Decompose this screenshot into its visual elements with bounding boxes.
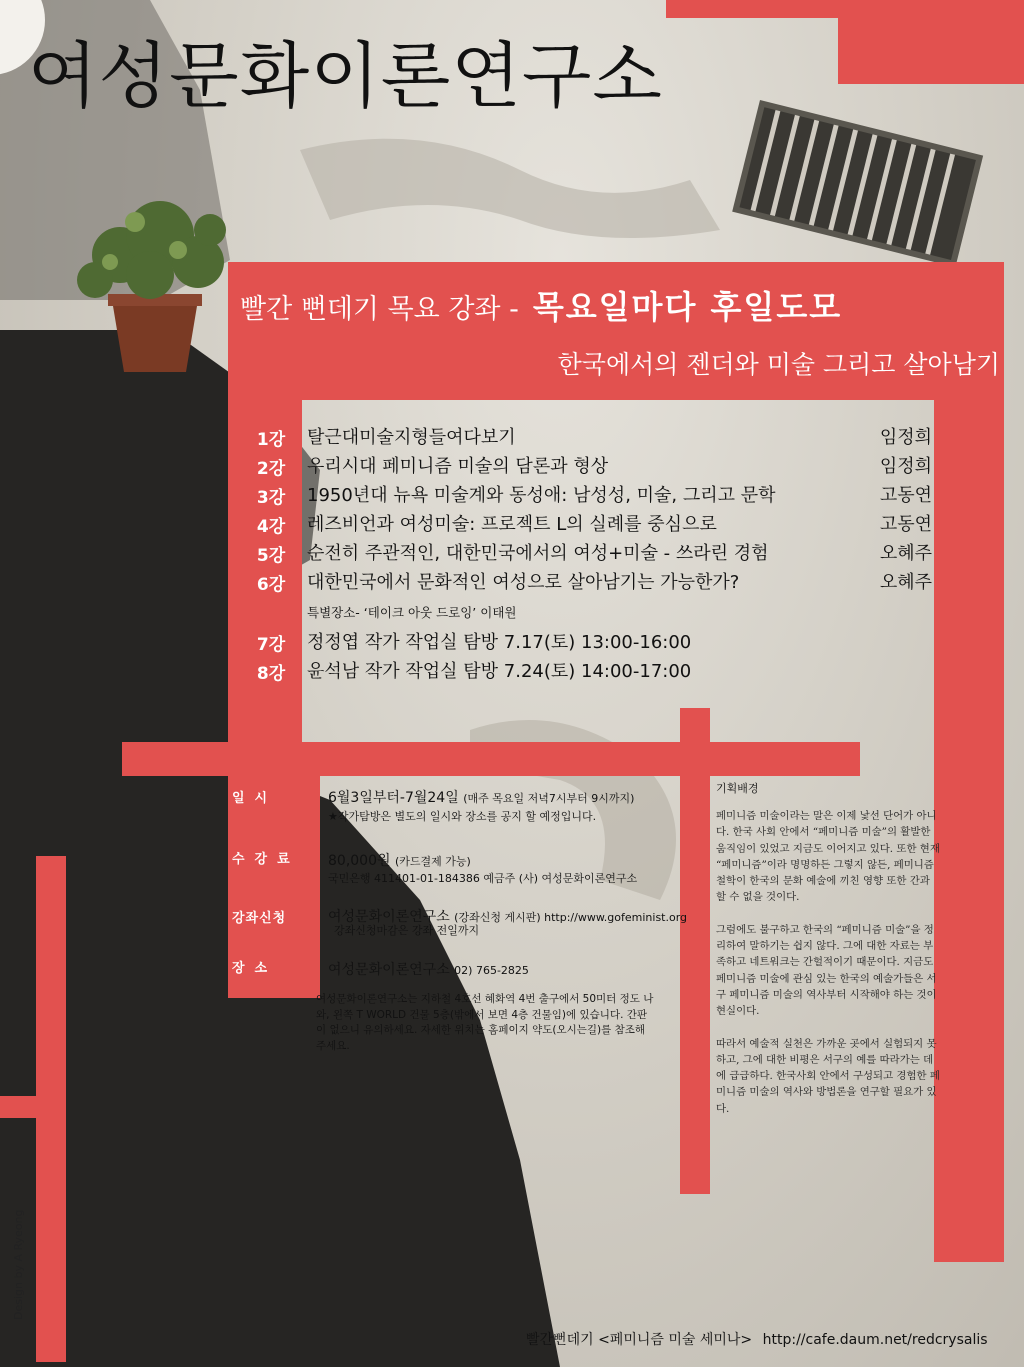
background-body xyxy=(716,808,942,1133)
location-description: 여성문화이론연구소는 지하철 4호선 혜화역 4번 출구에서 50미터 정도 나와, 왼쪽 T WORLD 건물 5층(밖에서 보면 4층 건물임)에 있습니다. 간판이 없으니 유의하세요. 자세한 위치는 홈페이지 약도(오시는길)를 참조해 주세요. xyxy=(316,993,654,1052)
lecture-number: 6강 xyxy=(256,575,286,595)
design-credit: Design by A Ryeong xyxy=(12,1209,25,1320)
lecture-number: 3강 xyxy=(256,488,286,508)
lecture-instructor: 고동연 xyxy=(879,485,932,506)
lecture-number: 1강 xyxy=(256,430,286,450)
red-left-column-extend xyxy=(302,742,320,998)
date-note: ★작가탐방은 별도의 일시와 장소를 공지 할 예정입니다. xyxy=(328,810,597,823)
apply-label: 강좌신청 xyxy=(232,911,287,926)
program-subtitle: 한국에서의 젠더와 미술 그리고 살아남기 xyxy=(557,350,1000,379)
fee-account: 국민은행 411401-01-184386 예금주 (사) 여성문화이론연구소 xyxy=(328,872,638,885)
date-main: 6월3일부터-7월24일 xyxy=(328,790,459,806)
lecture-instructor: 임정희 xyxy=(879,456,932,477)
footer-group: 빨간뻔데기 <페미니즘 미술 세미나> xyxy=(526,1332,753,1348)
fee-main: 80,000원 xyxy=(328,853,391,869)
visit-title: 윤석남 작가 작업실 탐방 7.24(토) 14:00-17:00 xyxy=(307,661,692,682)
fee-detail: (카드결제 가능) xyxy=(394,855,471,868)
date-detail: (매주 목요일 저녁7시부터 9시까지) xyxy=(463,792,635,805)
red-vertical-bar xyxy=(680,708,710,1194)
lecture-instructor: 오혜주 xyxy=(879,543,932,564)
lecture-number: 2강 xyxy=(256,459,286,479)
program-heading xyxy=(240,282,842,328)
lecture-title: 대한민국에서 문화적인 여성으로 살아남기는 가능한가? xyxy=(307,572,740,593)
special-location-note: 특별장소- ‘테이크 아웃 드로잉’ 이태원 xyxy=(307,605,517,620)
background-paragraph: 따라서 예술적 실천은 가까운 곳에서 실험되지 못하고, 그에 대한 비평은 서구의 예를 따라가는 데에 급급하다. 한국사회 안에서 구성되고 경험한 페미니즘 미술의 역사와 방법론을 연구할 필요가 있다. xyxy=(716,1037,940,1115)
place-value xyxy=(328,959,529,979)
place-label: 장소 xyxy=(232,961,278,976)
background-title: 기획배경 xyxy=(716,782,759,795)
footer-url[interactable]: http://cafe.daum.net/redcrysalis xyxy=(762,1332,988,1348)
red-horizontal-bar xyxy=(122,742,860,776)
visit-title: 정정엽 작가 작업실 탐방 7.17(토) 13:00-16:00 xyxy=(307,632,692,653)
lecture-number: 4강 xyxy=(256,517,286,537)
fee-label: 수강료 xyxy=(232,852,300,867)
background-paragraph: 페미니즘 미술이라는 말은 이제 낯선 단어가 아니다. 한국 사회 안에서 “페미니즘 미술”의 활발한 움직임이 있었고 지금도 이어지고 있다. 또한 현재 “페미니즘”이라 명명하든 그렇지 않든, 페미니즘 철학이 한국의 문화 예술에 끼친 영향 또한 간과 할 수 없을 것이다. xyxy=(716,810,940,904)
lecture-title: 1950년대 뉴욕 미술계와 동성애: 남성성, 미술, 그리고 문학 xyxy=(307,485,776,506)
apply-deadline: 강좌신청마감은 강좌 전일까지 xyxy=(334,924,480,937)
lecture-title: 탈근대미술지형들여다보기 xyxy=(307,427,516,448)
fee-value xyxy=(328,850,471,870)
visit-number: 8강 xyxy=(256,664,286,684)
lecture-instructor: 오혜주 xyxy=(879,572,932,593)
lecture-number: 5강 xyxy=(256,546,286,566)
lecture-instructor: 고동연 xyxy=(879,514,932,535)
visit-number: 7강 xyxy=(256,635,286,655)
date-value xyxy=(328,787,634,807)
footer xyxy=(526,1329,988,1349)
apply-main: 여성문화이론연구소 xyxy=(328,909,450,925)
page-title: 여성문화이론연구소 xyxy=(28,34,663,118)
red-left-vertical-bar xyxy=(36,856,66,1362)
apply-detail: (강좌신청 게시판) http://www.gofeminist.org xyxy=(454,911,688,924)
red-corner-top-right-bar xyxy=(838,0,1024,84)
program-label: 빨간 뻔데기 목요 강좌 - xyxy=(240,294,519,325)
red-right-column xyxy=(934,262,1004,1262)
lecture-instructor: 임정희 xyxy=(879,427,932,448)
lecture-title: 순전히 주관적인, 대한민국에서의 여성+미술 - 쓰라린 경험 xyxy=(307,543,769,564)
date-label: 일시 xyxy=(232,791,278,806)
program-name: 목요일마다 후일도모 xyxy=(532,288,843,326)
red-left-short-bar xyxy=(0,1096,36,1118)
place-phone: 02) 765-2825 xyxy=(454,964,529,977)
lecture-title: 우리시대 페미니즘 미술의 담론과 형상 xyxy=(307,456,609,477)
background-paragraph: 그럼에도 불구하고 한국의 “페미니즘 미술”을 정리하여 말하기는 쉽지 않다. 그에 대한 자료는 부족하고 네트워크는 간헐적이기 때문이다. 지금도 페미니즘 미술에 관심 있는 한국의 예술가들은 서구 페미니즘 미술의 역사부터 시작해야 하는 것이 현실이다. xyxy=(716,923,937,1018)
place-main: 여성문화이론연구소 xyxy=(328,962,450,978)
lecture-title: 레즈비언과 여성미술: 프로젝트 L의 실례를 중심으로 xyxy=(307,514,717,535)
